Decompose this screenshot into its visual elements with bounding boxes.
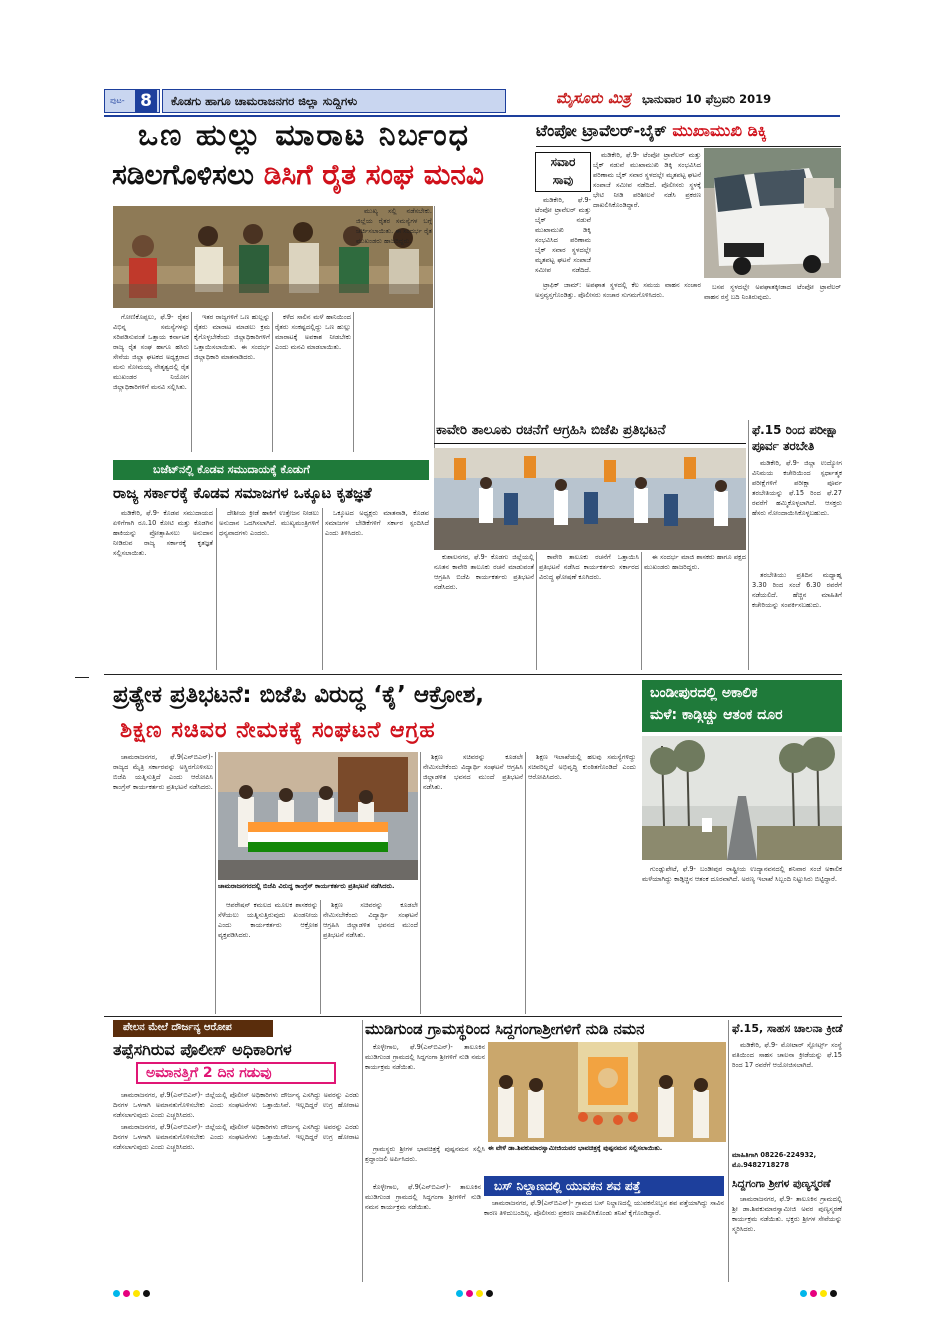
- story7-headline-box: [642, 680, 842, 732]
- reg-dot-yellow-r: [820, 1290, 827, 1297]
- story4-col2: [219, 508, 319, 670]
- story11-headline: ಬಸ್ ನಿಲ್ದಾಣದಲ್ಲಿ ಯುವಕನ ಶವ ಪತ್ತೆ: [494, 1179, 641, 1193]
- story4-col1-text: ಮಡಿಕೇರಿ, ಫೆ.9- ಕೊಡವ ಸಮುದಾಯದ ಏಳಿಗೆಗಾಗಿ ರೂ.10 ಕೋಟಿ ಮತ್ತು ಕೊಡಗಿನ ಹಾಕಿಯನ್ನು ಪ್ರೋತ್ಸಾಹಿಸಲು ಅನುದಾನ ನೀಡಿರುವ ರಾಜ್ಯ ಸರ್ಕಾರಕ್ಕೆ ಕೃತಜ್ಞತೆ ಸಲ್ಲಿಸಲಾಯಿತು.: [113, 509, 213, 557]
- story6-col3: [423, 752, 523, 1014]
- reg-dot-yellow-c: [476, 1290, 483, 1297]
- story8-divider: [362, 1020, 363, 1282]
- story1-divider-3: [353, 312, 354, 452]
- header-rule: [104, 115, 840, 117]
- story2-body: [593, 150, 701, 276]
- story5-body2: [752, 570, 842, 670]
- story2-body2-text: ಟ್ರಾಫಿಕ್ ಜಾಮ್: ಅಪಘಾತ ಸ್ಥಳದಲ್ಲಿ ಕೆಲ ಸಮಯ ವಾಹನ ಸಂಚಾರ ಅಸ್ತವ್ಯಸ್ತಗೊಂಡಿತ್ತು. ಪೊಲೀಸರು ಸಂಚಾರ ಸುಗಮಗೊಳಿಸಿದರು.: [535, 281, 701, 299]
- story2-tag: [535, 152, 591, 192]
- story8-kicker: ಪೇಲನ ಮೇಲೆ ದೌರ್ಜನ್ಯ ಆರೋಪ: [123, 1022, 232, 1033]
- masthead: ಮೈಸೂರು ಮಿತ್ರ: [556, 89, 631, 107]
- story9-col3-text: ಕೊಳ್ಳೇಗಾಲ, ಫೆ.9(ಎನ್‌ಬಿಎನ್)- ತಾಲೂಕಿನ ಮುಡಿಗುಂಡ ಗ್ರಾಮದಲ್ಲಿ ಸಿದ್ದಗಂಗಾ ಶ್ರೀಗಳಿಗೆ ನುಡಿ ನಮನ ಕಾರ್ಯಕ್ರಮ ನಡೆಯಿತು.: [365, 1183, 481, 1211]
- story2-tag-line2: ಸಾವು: [552, 173, 574, 187]
- story12-body: [732, 1194, 842, 1282]
- story2-caption-text: ಬಸವ ಸ್ಥಳದಲ್ಲೇ ಅಪಘಾತಕ್ಕೀಡಾದ ಟೆಂಪೋ ಟ್ರಾವೆಲರ್ ವಾಹನ ರಸ್ತೆ ಬದಿ ನಿಂತಿರುವುದು.: [704, 283, 841, 301]
- story3-col2-text: ಕಾವೇರಿ ತಾಲೂಕು ರಚನೆಗೆ ಒತ್ತಾಯಿಸಿ ಪ್ರತಿಭಟನೆ ನಡೆಸಿದ ಕಾರ್ಯಕರ್ತರು ಸರ್ಕಾರದ ವಿರುದ್ಧ ಘೋಷಣೆ ಕೂಗಿದರು.: [539, 553, 639, 581]
- story6-col2: [218, 900, 318, 1014]
- story10-body: [732, 1040, 842, 1148]
- story3-col2: [539, 552, 639, 670]
- story6-photo-image: [218, 752, 418, 880]
- story6-col2-text: ಆಪರೇಷನ್ ಕಮಲದ ಮೂಲಕ ಶಾಸಕರನ್ನು ಸೆಳೆಯಲು ಯತ್ನಿಸುತ್ತಿರುವುದು ಖಂಡನೀಯ ಎಂದು ಕಾರ್ಯಕರ್ತರು ಆಕ್ರೋಶ ವ್ಯಕ್ತಪಡಿಸಿದರು.: [218, 901, 318, 939]
- story5-kicker: ಫೆ.15 ರಿಂದ ಪರೀಕ್ಷಾ ಪೂರ್ವ ತರಬೇತಿ: [752, 423, 839, 453]
- story2-rule: [536, 146, 841, 147]
- story4-col1: [113, 508, 213, 670]
- story3-divider-1: [536, 552, 537, 670]
- story3-col1: [434, 552, 534, 670]
- story6-divider-1: [215, 752, 216, 1014]
- story11-body-text: ಚಾಮರಾಜನಗರ, ಫೆ.9(ಎನ್‌ಬಿಎನ್)- ಗ್ರಾಮದ ಬಸ್ ನಿಲ್ದಾಣದಲ್ಲಿ ಯುವಕನೊಬ್ಬನ ಶವ ಪತ್ತೆಯಾಗಿದ್ದು ಸಾವಿನ ಕಾರಣ ತಿಳಿದುಬಂದಿಲ್ಲ. ಪೊಲೀಸರು ಪ್ರಕರಣ ದಾಖಲಿಸಿಕೊಂಡು ತನಿಖೆ ಕೈಗೊಂಡಿದ್ದಾರೆ.: [484, 1199, 724, 1217]
- story3-photo-image: [434, 448, 746, 550]
- story12-body-text: ಚಾಮರಾಜನಗರ, ಫೆ.9- ತಾಲೂಕಿನ ಗ್ರಾಮದಲ್ಲಿ ಶ್ರೀ ಡಾ.ಶಿವಕುಮಾರಸ್ವಾಮೀಜಿ ಅವರ ಪುಣ್ಯಸ್ಮರಣೆ ಕಾರ್ಯಕ್ರಮ ನಡೆಯಿತು. ಭಕ್ತರು ಶ್ರೀಗಳ ಸೇವೆಯನ್ನು ಸ್ಮರಿಸಿದರು.: [732, 1195, 842, 1233]
- story6-divider-3: [420, 752, 421, 1014]
- story2-tag-line1: ಸವಾರ: [550, 155, 576, 169]
- story9-photo: [488, 1042, 726, 1142]
- page-label: ಪುಟ-: [110, 96, 125, 105]
- story12-headline: ಸಿದ್ದಗಂಗಾ ಶ್ರೀಗಳ ಪುಣ್ಯಸ್ಮರಣೆ: [732, 1178, 831, 1190]
- story3-headline-bar: [434, 420, 746, 444]
- reg-dot-yellow: [133, 1290, 140, 1297]
- story9-col1-text: ಕೊಳ್ಳೇಗಾಲ, ಫೆ.9(ಎನ್‌ಬಿಎನ್)- ತಾಲೂಕಿನ ಮುಡಿಗುಂಡ ಗ್ರಾಮದಲ್ಲಿ ಸಿದ್ದಗಂಗಾ ಶ್ರೀಗಳಿಗೆ ನುಡಿ ನಮನ ಕಾರ್ಯಕ್ರಮ ನಡೆಯಿತು.: [365, 1043, 485, 1071]
- story1-col1-text: ಗೋಣಿಕೊಪ್ಪಲು, ಫೆ.9- ರೈತರ ವಿಭಿನ್ನ ಸಮಸ್ಯೆಗಳನ್ನು ಸರಿಪಡಿಸುವಂತೆ ಒತ್ತಾಯ ಕರ್ನಾಟಕ ರಾಜ್ಯ ರೈತ ಸಂಘ ಹಾಗೂ ಹಸಿರು ಸೇನೆಯ ಜಿಲ್ಲಾ ಘಟಕದ ಅಧ್ಯಕ್ಷರಾದ ಮನು ಸೋಮಯ್ಯ ನೇತೃತ್ವದಲ್ಲಿ ರೈತ ಮುಖಂಡರ ನಿಯೋಗ ಜಿಲ್ಲಾಧಿಕಾರಿಗಳಿಗೆ ಮನವಿ ಸಲ್ಲಿಸಿತು.: [113, 313, 189, 391]
- story6-divider-4: [525, 752, 526, 1014]
- story7-headline-line1: ಬಂಡೀಪುರದಲ್ಲಿ ಅಕಾಲಿಕ: [650, 685, 758, 701]
- story6-photo: [218, 752, 418, 880]
- story6-col1-text: ಚಾಮರಾಜನಗರ, ಫೆ.9(ಎನ್‌ಬಿಎನ್)- ರಾಜ್ಯದ ಮೈತ್ರಿ ಸರ್ಕಾರವನ್ನು ಅಸ್ಥಿರಗೊಳಿಸಲು ಬಿಜೆಪಿ ಯತ್ನಿಸುತ್ತಿದೆ ಎಂದು ಆರೋಪಿಸಿ ಕಾಂಗ್ರೆಸ್ ಕಾರ್ಯಕರ್ತರು ಪ್ರತಿಭಟನೆ ನಡೆಸಿದರು.: [113, 753, 213, 791]
- story5-divider: [748, 420, 749, 670]
- story7-body: [642, 864, 842, 1014]
- story1-col3-text: ಕಳೆದ ಸಾಲಿನ ಮಳೆ ಹಾನಿಯಿಂದ ರೈತರು ಸಂಕಷ್ಟದಲ್ಲಿದ್ದು ಒಣ ಹುಲ್ಲು ಮಾರಾಟಕ್ಕೆ ಅವಕಾಶ ನೀಡಬೇಕು ಎಂದು ಮನವಿ ಮಾಡಲಾಯಿತು.: [275, 313, 351, 351]
- story2-photo-image: [704, 148, 841, 278]
- story10-kicker: ಫೆ.15, ಸಾಹಸ ಚಾಲನಾ ಕ್ರೀಡೆ: [732, 1022, 843, 1035]
- story8-headline-line1: ತಪ್ಪೆಸಗಿರುವ ಪೊಲೀಸ್ ಅಧಿಕಾರಿಗಳ: [113, 1040, 292, 1059]
- story4-kicker: ಬಜೆಟ್‌ನಲ್ಲಿ ಕೊಡವ ಸಮುದಾಯಕ್ಕೆ ಕೊಡುಗೆ: [153, 463, 310, 476]
- story8-body-text-2: ಚಾಮರಾಜನಗರ, ಫೆ.9(ಎನ್‌ಬಿಎನ್)- ಜಿಲ್ಲೆಯಲ್ಲಿ ಪೊಲೀಸ್ ಅಧಿಕಾರಿಗಳು ದೌರ್ಜನ್ಯ ಎಸಗಿದ್ದು ಅವರನ್ನು ಎರಡು ದಿನಗಳ ಒಳಗಾಗಿ ಅಮಾನತುಗೊಳಿಸಬೇಕು ಎಂದು ಸಂಘಟನೆಗಳು ಒತ್ತಾಯಿಸಿವೆ. ಇಲ್ಲದಿದ್ದರೆ ಉಗ್ರ ಹೋರಾಟ ನಡೆಸಲಾಗುವುದು ಎಂದು ಎಚ್ಚರಿಸಿದರು.: [113, 1123, 359, 1151]
- story1-headline-b: ಡಿಸಿಗೆ ರೈತ ಸಂಘ ಮನವಿ: [263, 158, 484, 191]
- story8-body-text: ಚಾಮರಾಜನಗರ, ಫೆ.9(ಎನ್‌ಬಿಎನ್)- ಜಿಲ್ಲೆಯಲ್ಲಿ ಪೊಲೀಸ್ ಅಧಿಕಾರಿಗಳು ದೌರ್ಜನ್ಯ ಎಸಗಿದ್ದು ಅವರನ್ನು ಎರಡು ದಿನಗಳ ಒಳಗಾಗಿ ಅಮಾನತುಗೊಳಿಸಬೇಕು ಎಂದು ಸಂಘಟನೆಗಳು ಒತ್ತಾಯಿಸಿವೆ. ಇಲ್ಲದಿದ್ದರೆ ಉಗ್ರ ಹೋರಾಟ ನಡೆಸಲಾಗುವುದು ಎಂದು ಎಚ್ಚರಿಸಿದರು.: [113, 1091, 359, 1119]
- story1-col3: [275, 312, 351, 452]
- reg-dot-cyan: [113, 1290, 120, 1297]
- story2-body3: [535, 280, 701, 416]
- story9-col3: [365, 1182, 481, 1280]
- story4-divider-2: [322, 508, 323, 670]
- story5-body2-text: ತರಬೇತಿಯು ಪ್ರತಿದಿನ ಮಧ್ಯಾಹ್ನ 3.30 ರಿಂದ ಸಂಜೆ 6.30 ರವರೆಗೆ ನಡೆಯಲಿದೆ. ಹೆಚ್ಚಿನ ಮಾಹಿತಿಗೆ ಕಚೇರಿಯನ್ನು ಸಂಪರ್ಕಿಸಬಹುದು.: [752, 571, 842, 609]
- reg-dot-cyan-c: [456, 1290, 463, 1297]
- story6-divider-2: [320, 900, 321, 1014]
- page-header: [104, 89, 840, 113]
- story2-headline: [536, 121, 841, 141]
- story8-headline-box: [136, 1062, 336, 1084]
- story6-col3-text: ಶಿಕ್ಷಣ ಸಚಿವರನ್ನು ಕೂಡಲೇ ನೇಮಿಸಬೇಕೆಂದು ವಿದ್ಯಾರ್ಥಿ ಸಂಘಟನೆ ಆಗ್ರಹಿಸಿ ಜಿಲ್ಲಾಡಳಿತ ಭವನದ ಮುಂದೆ ಪ್ರತಿಭಟನೆ ನಡೆಸಿತು.: [423, 753, 523, 791]
- story7-headline-line2: ಮಳೆ: ಕಾಡ್ಗಿಚ್ಚು ಆತಂಕ ದೂರ: [650, 707, 783, 723]
- story2-body-text: ಮಡಿಕೇರಿ, ಫೆ.9- ಟೆಂಪೋ ಟ್ರಾವೆಲರ್ ಮತ್ತು ಬೈಕ್ ನಡುವೆ ಮುಖಾಮುಖಿ ಡಿಕ್ಕಿ ಸಂಭವಿಸಿದ ಪರಿಣಾಮ ಬೈಕ್ ಸವಾರ ಸ್ಥಳದಲ್ಲೇ ಮೃತಪಟ್ಟ ಘಟನೆ ಸಂಪಾಜೆ ಸಮೀಪ ನಡೆದಿದೆ. ಪೊಲೀಸರು ಸ್ಥಳಕ್ಕೆ ಭೇಟಿ ನೀಡಿ ಪರಿಶೀಲನೆ ನಡೆಸಿ ಪ್ರಕರಣ ದಾಖಲಿಸಿಕೊಂಡಿದ್ದಾರೆ.: [593, 151, 701, 209]
- registration-marks-right: [800, 1290, 860, 1298]
- mid-rule-1: [104, 674, 842, 675]
- mid-rule-2: [104, 1016, 842, 1017]
- story2-body-continued: ಮಡಿಕೇರಿ, ಫೆ.9- ಟೆಂಪೋ ಟ್ರಾವೆಲರ್ ಮತ್ತು ಬೈಕ್ ನಡುವೆ ಮುಖಾಮುಖಿ ಡಿಕ್ಕಿ ಸಂಭವಿಸಿದ ಪರಿಣಾಮ ಬೈಕ್ ಸವಾರ ಸ್ಥಳದಲ್ಲೇ ಮೃತಪಟ್ಟ ಘಟನೆ ಸಂಪಾಜೆ ಸಮೀಪ ನಡೆದಿದೆ.: [535, 196, 591, 274]
- story1-col4-text: ಮುಖ್ಯ ಸಲ್ಲಿ ನಡೆಸಬೇಕು. ಜಿಲ್ಲೆಯ ರೈತರ ಸಮಸ್ಯೆಗಳ ಬಗ್ಗೆ ಚರ್ಚಿಸಲಾಯಿತು. ಈ ಸಂದರ್ಭ ರೈತ ಮುಖಂಡರು ಹಾಜರಿದ್ದರು.: [356, 207, 432, 245]
- story2-headline-b: ಮುಖಾಮುಖಿ ಡಿಕ್ಕಿ: [672, 121, 767, 140]
- story1-col2-text: ಇತರ ರಾಜ್ಯಗಳಿಗೆ ಒಣ ಹುಲ್ಲನ್ನು ರೈತರು ಮಾರಾಟ ಮಾಡಲು ಕ್ರಮ ಕೈಗೊಳ್ಳಬೇಕೆಂದು ಜಿಲ್ಲಾಧಿಕಾರಿಗಳಿಗೆ ಒತ್ತಾಯಿಸಲಾಯಿತು. ಈ ಸಂದರ್ಭ ಜಿಲ್ಲಾಧಿಕಾರಿ ಮಾತನಾಡಿದರು.: [194, 313, 270, 361]
- story3-col1-text: ಕುಶಾಲನಗರ, ಫೆ.9- ಕೊಡಗು ಜಿಲ್ಲೆಯಲ್ಲಿ ನೂತನ ಕಾವೇರಿ ತಾಲೂಕು ರಚನೆ ಮಾಡುವಂತೆ ಆಗ್ರಹಿಸಿ ಬಿಜೆಪಿ ಕಾರ್ಯಕರ್ತರು ಪ್ರತಿಭಟನೆ ನಡೆಸಿದರು.: [434, 553, 534, 591]
- issue-date: ಭಾನುವಾರ 10 ಫೆಬ್ರವರಿ 2019: [642, 92, 772, 106]
- story5-body: [752, 458, 842, 568]
- story7-photo: [642, 736, 842, 860]
- story6-col1: [113, 752, 213, 1014]
- story9-headline: ಮುಡಿಗುಂಡ ಗ್ರಾಮಸ್ಥರಿಂದ ಸಿದ್ದಗಂಗಾಶ್ರೀಗಳಿಗೆ ನುಡಿ ನಮನ: [365, 1020, 645, 1038]
- story6-col4: [528, 752, 636, 1014]
- page-number-tab: [104, 89, 160, 113]
- story2-body2: [535, 195, 591, 277]
- story10-divider: [728, 1020, 729, 1282]
- reg-dot-black: [143, 1290, 150, 1297]
- section-bar: [162, 89, 506, 113]
- story3-divider-2: [641, 552, 642, 670]
- story11-body: [484, 1198, 724, 1280]
- story3-headline: ಕಾವೇರಿ ತಾಲೂಕು ರಚನೆಗೆ ಆಗ್ರಹಿಸಿ ಬಿಜೆಪಿ ಪ್ರತಿಭಟನೆ: [436, 422, 666, 438]
- story1-divider-1: [191, 312, 192, 452]
- story10-contact: ಮಾಹಿತಿಗಾಗಿ 08226-224932, ಮೊ.9482718278: [732, 1151, 817, 1169]
- story4-kicker-band: [113, 460, 429, 480]
- story4-col2-text: ದೇಶೀಯ ಕ್ರೀಡೆ ಹಾಕಿಗೆ ಉತ್ತೇಜನ ನೀಡಲು ಅನುದಾನ ಒದಗಿಸಲಾಗಿದೆ. ಮುಖ್ಯಮಂತ್ರಿಗಳಿಗೆ ಧನ್ಯವಾದಗಳು ಎಂದರು.: [219, 509, 319, 537]
- story6-headline-line1: ಪ್ರತ್ಯೇಕ ಪ್ರತಿಭಟನೆ: ಬಿಜೆಪಿ ವಿರುದ್ಧ ‘ಕೈ’ ಆಕ್ರೋಶ,: [113, 682, 484, 708]
- story1-headline-line2: [112, 158, 522, 192]
- story6-col2b: [323, 900, 418, 1014]
- story1-headline-a: ಸಡಿಲಗೊಳಿಸಲು: [112, 158, 264, 191]
- story9-photo-image: [488, 1042, 726, 1142]
- story7-photo-image: [642, 736, 842, 860]
- story3-col3: [644, 552, 746, 670]
- story5-body-text: ಮಡಿಕೇರಿ, ಫೆ.9- ಜಿಲ್ಲಾ ಉದ್ಯೋಗ ವಿನಿಮಯ ಕಚೇರಿಯಿಂದ ಸ್ಪರ್ಧಾತ್ಮಕ ಪರೀಕ್ಷೆಗಳಿಗೆ ಪರೀಕ್ಷಾ ಪೂರ್ವ ತರಬೇತಿಯನ್ನು ಫೆ.15 ರಿಂದ ಫೆ.27 ರವರೆಗೆ ಹಮ್ಮಿಕೊಳ್ಳಲಾಗಿದೆ. ಆಸಕ್ತರು ಹೆಸರು ನೋಂದಾಯಿಸಿಕೊಳ್ಳಬಹುದು.: [752, 459, 842, 517]
- page-number: 8: [135, 90, 157, 112]
- story9-col2: [365, 1144, 485, 1180]
- story10-body-text: ಮಡಿಕೇರಿ, ಫೆ.9- ಮೋಟಾರ್ ಸ್ಪೋರ್ಟ್ಸ್ ಸಂಸ್ಥೆ ವತಿಯಿಂದ ಸಾಹಸ ಚಾಲನಾ ಕ್ರೀಡೆಯನ್ನು ಫೆ.15 ರಿಂದ 17 ರವರೆಗೆ ಆಯೋಜಿಸಲಾಗಿದೆ.: [732, 1041, 842, 1069]
- story4-divider-1: [216, 508, 217, 670]
- margin-tick: [75, 677, 89, 678]
- story1-divider-2: [272, 312, 273, 452]
- story9-col2-text: ಗ್ರಾಮಸ್ಥರು ಶ್ರೀಗಳ ಭಾವಚಿತ್ರಕ್ಕೆ ಪುಷ್ಪನಮನ ಸಲ್ಲಿಸಿ ಶ್ರದ್ಧಾಂಜಲಿ ಅರ್ಪಿಸಿದರು.: [365, 1145, 485, 1163]
- reg-dot-cyan-r: [800, 1290, 807, 1297]
- story9-col1: [365, 1042, 485, 1142]
- reg-dot-magenta: [123, 1290, 130, 1297]
- story1-divider-4: [434, 206, 435, 452]
- story1-col4: [356, 206, 432, 452]
- story3-col3-text: ಈ ಸಂದರ್ಭ ಮಾಜಿ ಶಾಸಕರು ಹಾಗೂ ಪಕ್ಷದ ಮುಖಂಡರು ಹಾಜರಿದ್ದರು.: [644, 553, 746, 571]
- story7-body-text: ಗುಂಡ್ಲುಪೇಟೆ, ಫೆ.9- ಬಂಡೀಪುರ ರಾಷ್ಟ್ರೀಯ ಉದ್ಯಾನವನದಲ್ಲಿ ಶನಿವಾರ ಸಂಜೆ ಅಕಾಲಿಕ ಮಳೆಯಾಗಿದ್ದು ಕಾಡ್ಗಿಚ್ಚಿನ ಆತಂಕ ದೂರವಾಗಿದೆ. ಅರಣ್ಯ ಇಲಾಖೆ ಸಿಬ್ಬಂದಿ ನಿಟ್ಟುಸಿರು ಬಿಟ್ಟಿದ್ದಾರೆ.: [642, 865, 842, 883]
- story2-headline-a: ಟೆಂಪೋ ಟ್ರಾವೆಲರ್-ಬೈಕ್: [536, 121, 673, 140]
- story8-headline-line2: ಅಮಾನತ್ತಿಗೆ 2 ದಿನ ಗಡುವು: [146, 1065, 272, 1081]
- story9-photo-caption: ಈ ವೇಳೆ ಡಾ.ಶಿವಕುಮಾರಸ್ವಾಮೀಜಿಯವರ ಭಾವಚಿತ್ರಕ್ಕೆ ಪುಷ್ಪನಮನ ಸಲ್ಲಿಸಲಾಯಿತು.: [488, 1144, 663, 1152]
- reg-dot-black-r: [830, 1290, 837, 1297]
- story6-photo-caption: ಚಾಮರಾಜನಗರದಲ್ಲಿ ಬಿಜೆಪಿ ವಿರುದ್ಧ ಕಾಂಗ್ರೆಸ್ ಕಾರ್ಯಕರ್ತರು ಪ್ರತಿಭಟನೆ ನಡೆಸಿದರು.: [218, 882, 395, 890]
- reg-dot-magenta-c: [466, 1290, 473, 1297]
- story4-headline: ರಾಜ್ಯ ಸರ್ಕಾರಕ್ಕೆ ಕೊಡವ ಸಮಾಜಗಳ ಒಕ್ಕೂಟ ಕೃತಜ್ಞತೆ: [113, 484, 372, 502]
- story2-photo-caption: [704, 282, 841, 416]
- story6-col4-text: ಶಿಕ್ಷಣ ಇಲಾಖೆಯಲ್ಲಿ ಹಲವು ಸಮಸ್ಯೆಗಳಿದ್ದು ಸಚಿವರಿಲ್ಲದೆ ಅಭಿವೃದ್ಧಿ ಕುಂಠಿತಗೊಂಡಿದೆ ಎಂದು ಆರೋಪಿಸಿದರು.: [528, 753, 636, 781]
- story8-body: [113, 1090, 359, 1280]
- story1-headline-line1: ಒಣ ಹುಲ್ಲು ಮಾರಾಟ ನಿರ್ಬಂಧ: [138, 118, 471, 153]
- section-title: ಕೊಡಗು ಹಾಗೂ ಚಾಮರಾಜನಗರ ಜಿಲ್ಲಾ ಸುದ್ದಿಗಳು: [171, 94, 358, 108]
- registration-marks-left: [113, 1290, 173, 1298]
- story3-photo: [434, 448, 746, 550]
- reg-dot-black-c: [486, 1290, 493, 1297]
- story4-col3-text: ಒಕ್ಕೂಟದ ಅಧ್ಯಕ್ಷರು ಮಾತನಾಡಿ, ಕೊಡವ ಸಮಾಜಗಳ ಬೇಡಿಕೆಗಳಿಗೆ ಸರ್ಕಾರ ಸ್ಪಂದಿಸಿದೆ ಎಂದು ತಿಳಿಸಿದರು.: [325, 509, 429, 537]
- story2-photo: [704, 148, 841, 278]
- story8-kicker-band: [113, 1020, 273, 1037]
- registration-marks-center: [456, 1290, 516, 1298]
- story1-col1: [113, 312, 189, 452]
- story11-headline-box: [484, 1176, 724, 1196]
- story1-col2: [194, 312, 270, 452]
- reg-dot-magenta-r: [810, 1290, 817, 1297]
- story4-col3: [325, 508, 429, 670]
- story6-headline-line2: ಶಿಕ್ಷಣ ಸಚಿವರ ನೇಮಕಕ್ಕೆ ಸಂಘಟನೆ ಆಗ್ರಹ: [120, 718, 436, 743]
- story6-col2b-text: ಶಿಕ್ಷಣ ಸಚಿವರನ್ನು ಕೂಡಲೇ ನೇಮಿಸಬೇಕೆಂದು ವಿದ್ಯಾರ್ಥಿ ಸಂಘಟನೆ ಆಗ್ರಹಿಸಿ ಜಿಲ್ಲಾಡಳಿತ ಭವನದ ಮುಂದೆ ಪ್ರತಿಭಟನೆ ನಡೆಸಿತು.: [323, 901, 418, 939]
